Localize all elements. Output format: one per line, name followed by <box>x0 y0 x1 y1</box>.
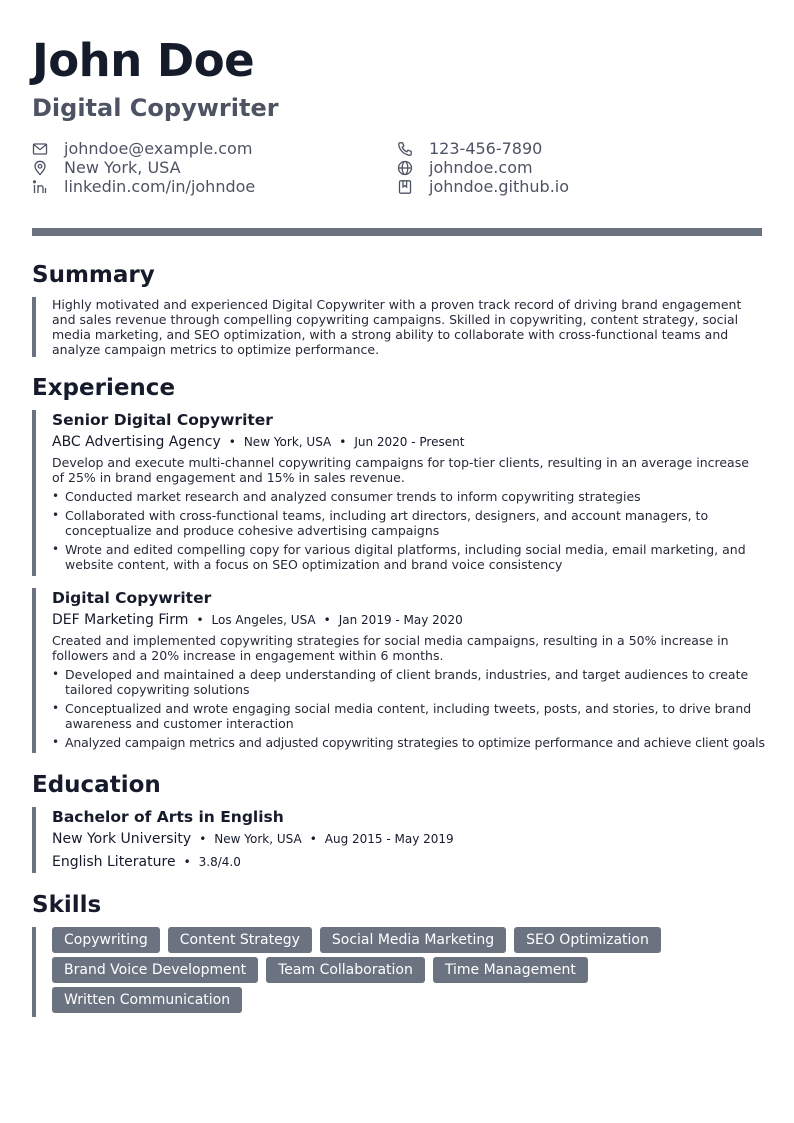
list-item: • Conceptualized and wrote engaging social media content, including tweets, posts, and stories, to drive brand awareness and customer interaction <box>52 701 752 731</box>
company-name: DEF Marketing Firm <box>52 612 189 628</box>
experience-entry <box>32 588 765 753</box>
experience-entry <box>32 410 762 576</box>
skill-chip: Social Media Marketing <box>320 927 506 953</box>
skills-block <box>32 927 762 1017</box>
job-title: Digital Copywriter <box>52 589 212 607</box>
contact-email-text[interactable]: johndoe@example.com <box>64 139 253 158</box>
list-item: • Developed and maintained a deep understanding of client brands, industries, and target audiences to create tailored copywriting solutions <box>52 667 749 697</box>
job-bullets <box>52 489 762 572</box>
contact-github[interactable] <box>397 177 569 196</box>
separator-dot: • <box>339 435 347 449</box>
contact-linkedin[interactable] <box>32 177 255 196</box>
company-name: ABC Advertising Agency <box>52 434 221 450</box>
contact-linkedin-text[interactable]: linkedin.com/in/johndoe <box>64 177 256 196</box>
education-meta <box>52 828 762 850</box>
contact-email[interactable] <box>32 139 252 158</box>
contact-location-text: New York, USA <box>64 158 181 177</box>
skill-chip: Copywriting <box>52 927 160 953</box>
degree-title: Bachelor of Arts in English <box>52 808 284 826</box>
section-title-summary: Summary <box>32 262 155 288</box>
section-title-education: Education <box>32 772 161 798</box>
contact-github-text[interactable]: johndoe.github.io <box>429 177 570 196</box>
skill-chip: Brand Voice Development <box>52 957 258 983</box>
job-dates: Jun 2020 - Present <box>354 435 465 449</box>
job-title: Senior Digital Copywriter <box>52 411 273 429</box>
phone-icon <box>397 141 413 157</box>
separator-dot: • <box>309 832 317 846</box>
separator-dot: • <box>199 832 207 846</box>
list-item: • Analyzed campaign metrics and adjusted copywriting strategies to optimize performance and achieve client goals <box>52 735 765 750</box>
job-dates: Jan 2019 - May 2020 <box>338 613 463 627</box>
contact-location <box>32 158 181 177</box>
job-meta <box>52 431 762 453</box>
job-description: Created and implemented copywriting strategies for social media campaigns, resulting in a 50% increase in followers and a 20% increase in engagement within 6 months. <box>52 633 729 663</box>
job-description: Develop and execute multi-channel copywriting campaigns for top-tier clients, resulting in an average increase of 25% in brand engagement and 15% in sales revenue. <box>52 455 749 485</box>
job-location: Los Angeles, USA <box>211 613 316 627</box>
contact-website[interactable] <box>397 158 533 177</box>
job-location: New York, USA <box>243 435 332 449</box>
mail-icon <box>32 141 48 157</box>
school-location: New York, USA <box>214 832 302 846</box>
separator-dot: • <box>196 613 204 627</box>
education-dates: Aug 2015 - May 2019 <box>324 832 454 846</box>
list-item: • Conducted market research and analyzed consumer trends to inform copywriting strategies <box>52 489 641 504</box>
gpa: 3.8/4.0 <box>198 855 241 869</box>
contact-phone-text[interactable]: 123-456-7890 <box>429 139 543 158</box>
section-title-skills: Skills <box>32 892 102 918</box>
skill-chip: Written Communication <box>52 987 242 1013</box>
location-icon <box>32 160 48 176</box>
list-item: • Wrote and edited compelling copy for various digital platforms, including social media, email marketing, and website content, with a focus on SEO optimization and brand voice consistency <box>52 542 746 572</box>
job-meta <box>52 609 762 631</box>
field-of-study: English Literature <box>52 854 176 870</box>
bookmark-icon <box>397 179 413 195</box>
skill-chip: SEO Optimization <box>514 927 661 953</box>
skill-chip: Time Management <box>433 957 588 983</box>
skill-chip: Content Strategy <box>168 927 312 953</box>
separator-dot: • <box>323 613 331 627</box>
job-bullets <box>52 667 765 750</box>
separator-dot: • <box>228 435 236 449</box>
school-name: New York University <box>52 831 192 847</box>
globe-icon <box>397 160 413 176</box>
separator-dot: • <box>183 855 191 869</box>
education-entry <box>32 807 762 873</box>
skill-chip: Team Collaboration <box>266 957 425 983</box>
education-field-meta <box>52 851 762 873</box>
contact-phone[interactable] <box>397 139 542 158</box>
skills-list <box>52 927 766 1013</box>
list-item: • Collaborated with cross-functional teams, including art directors, designers, and account managers, to conceptualize and produce cohesive advertising campaigns <box>52 508 709 538</box>
candidate-name: John Doe <box>32 34 255 87</box>
contact-website-text[interactable]: johndoe.com <box>429 158 533 177</box>
summary-block <box>32 297 762 357</box>
candidate-title: Digital Copywriter <box>32 94 279 122</box>
header-divider <box>32 228 762 236</box>
section-title-experience: Experience <box>32 375 176 401</box>
summary-text: Highly motivated and experienced Digital Copywriter with a proven track record of driving brand engagement and sales revenue through compelling copywriting campaigns. Skilled in copywriting, content strategy, social media marketing, and SEO optimization, with a strong ability to collaborate with cross-functional teams and analyze campaign metrics to optimize performance. <box>52 297 742 357</box>
linkedin-icon <box>32 179 48 195</box>
